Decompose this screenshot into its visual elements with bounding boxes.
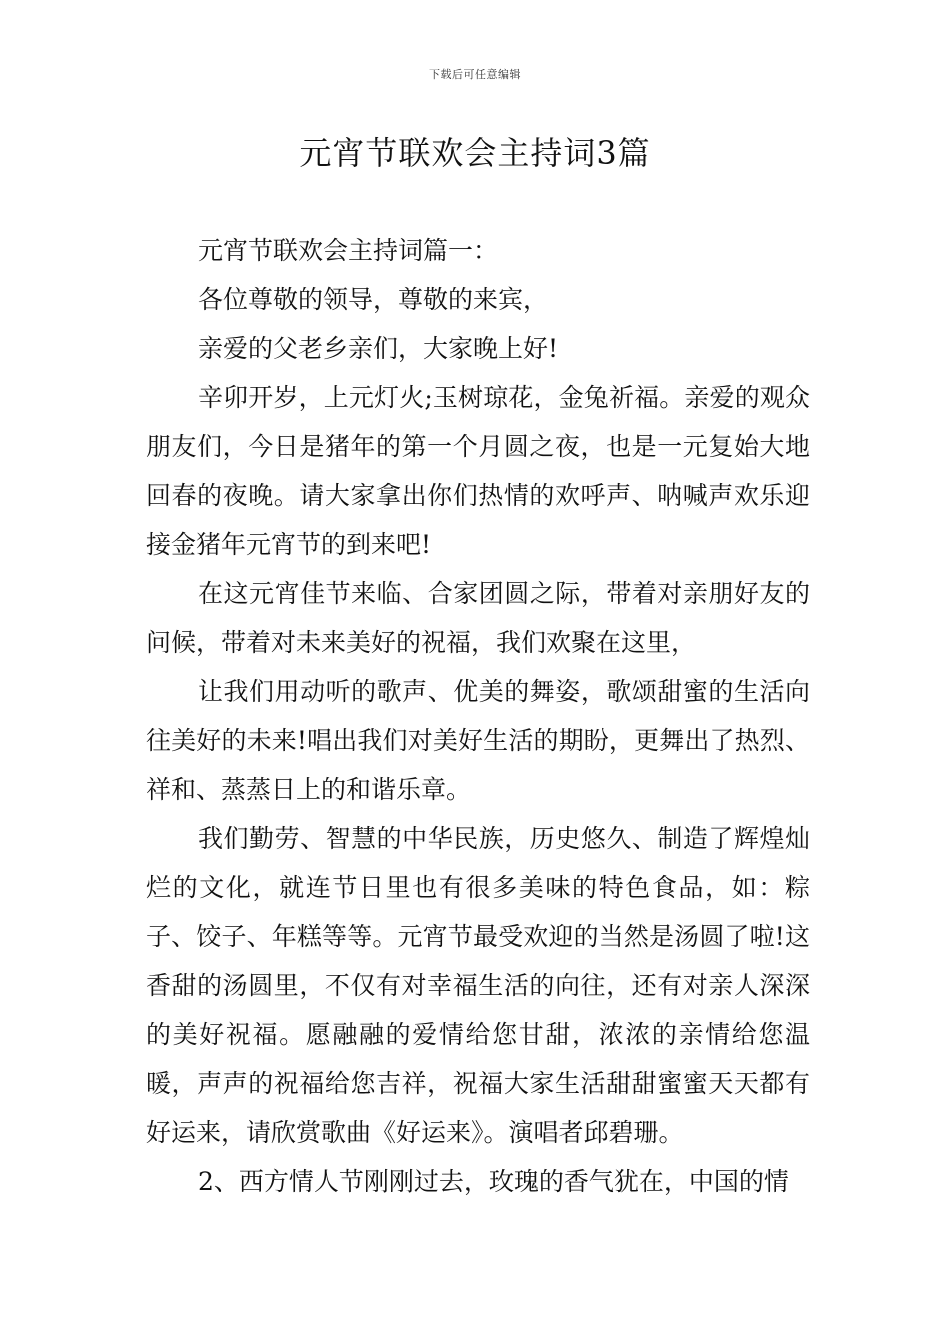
paragraph-section-heading: 元宵节联欢会主持词篇一： — [198, 236, 499, 265]
header-note: 下载后可任意编辑 — [429, 68, 521, 81]
paragraph-opening: 辛卯开岁，上元灯火;玉树琼花，金兔祈福。亲爱的观众朋友们，今日是猪年的第一个月圆之夜，也是一元复始大地回春的夜晚。请大家拿出你们热情的欢呼声、呐喊声欢乐迎接金猪年元宵节的到来吧! — [146, 383, 810, 559]
paragraph-greeting-guests: 各位尊敬的领导，尊敬的来宾， — [198, 285, 549, 314]
paragraph-festival-food: 我们勤劳、智慧的中华民族，历史悠久、制造了辉煌灿烂的文化，就连节日里也有很多美味的特色食品，如：粽子、饺子、年糕等等。元宵节最受欢迎的当然是汤圆了啦!这香甜的汤圆里，不仅有对幸福生活的向往，还有对亲人深深的美好祝福。愿融融的爱情给您甘甜，浓浓的亲情给您温暖，声声的祝福给您吉祥，祝福大家生活甜甜蜜蜜天天都有好运来，请欣赏歌曲《好运来》。演唱者邱碧珊。 — [146, 824, 810, 1147]
paragraph-greeting-villagers: 亲爱的父老乡亲们，大家晚上好! — [198, 334, 559, 363]
document-title: 元宵节联欢会主持词3篇 — [299, 134, 651, 172]
paragraph-song-dance: 让我们用动听的歌声、优美的舞姿，歌颂甜蜜的生活向往美好的未来!唱出我们对美好生活的期盼，更舞出了热烈、祥和、蒸蒸日上的和谐乐章。 — [146, 677, 810, 804]
paragraph-gathering: 在这元宵佳节来临、合家团圆之际，带着对亲朋好友的问候，带着对未来美好的祝福，我们欢聚在这里， — [146, 579, 810, 657]
paragraph-valentine: 2、西方情人节刚刚过去，玫瑰的香气犹在，中国的情 — [198, 1167, 789, 1196]
document-body — [146, 226, 810, 1206]
